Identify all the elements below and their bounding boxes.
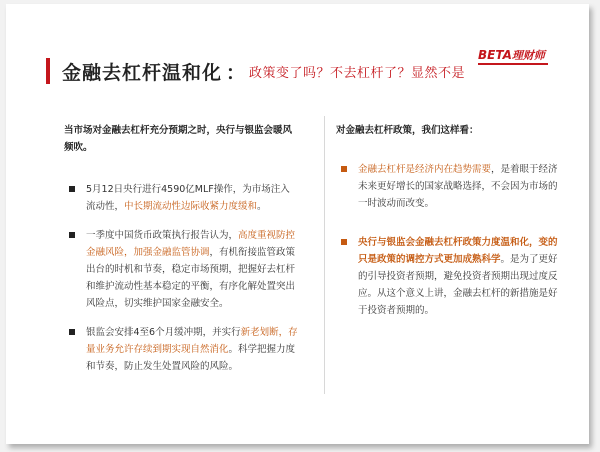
left-column xyxy=(64,122,299,375)
left-item-3-text-end: 。科学把握力度和节奏，防止发生处置风险的风险。 xyxy=(86,344,296,372)
left-item-1-highlight: 中长期流动性边际收紧力度缓和 xyxy=(124,201,258,212)
right-item-1 xyxy=(336,161,558,212)
right-item-2-highlight: 央行与银监会金融去杠杆政策力度温和化，变的只是政策的调控方式更加成熟科学 xyxy=(358,237,558,265)
left-item-2-highlight: 高度重视防控金融风险，加强金融监管协调 xyxy=(86,230,296,258)
slide xyxy=(6,4,589,444)
page-title: 金融去杠杆温和化 xyxy=(62,61,223,84)
square-bullet-icon xyxy=(69,329,75,335)
logo-beta: BETA xyxy=(478,48,512,62)
square-bullet-icon xyxy=(69,186,75,192)
square-bullet-icon xyxy=(69,232,75,238)
column-divider xyxy=(324,116,325,394)
logo-underline xyxy=(478,63,548,65)
title-row xyxy=(46,56,465,86)
left-item-1-text: 5月12日央行进行4590亿MLF操作，为市场注入流动性， xyxy=(86,184,290,212)
right-item-1-highlight: 金融去杠杆是经济内在趋势需要 xyxy=(358,164,492,175)
beta-logo xyxy=(478,47,545,63)
left-item-2-text-end: ，有机衔接监管政策出台的时机和节奏，稳定市场预期，把握好去杠杆和维护流动性基本稳定的平衡，有序化解处置突出风险点，切实维护国家金融安全。 xyxy=(86,247,296,309)
title-accent-bar xyxy=(46,58,50,84)
right-intro: 对金融去杠杆政策，我们这样看： xyxy=(336,125,479,136)
left-item-1-text-end: 。 xyxy=(257,201,267,212)
left-item-3 xyxy=(64,324,299,375)
right-item-2-text: 。是为了更好的引导投资者预期，避免投资者预期出现过度反应。从这个意义上讲，金融去杠杆的新措施是好于投资者预期的。 xyxy=(358,254,558,316)
square-bullet-icon xyxy=(341,166,347,172)
right-item-2 xyxy=(336,234,558,319)
title-separator: ： xyxy=(226,61,246,84)
logo-cn: 理财师 xyxy=(511,49,545,62)
left-item-3-highlight: 新老划断，存量业务允许存续到期实现自然消化 xyxy=(86,327,298,355)
left-item-2 xyxy=(64,227,299,312)
square-bullet-icon xyxy=(341,239,347,245)
left-item-2-text: 一季度中国货币政策执行报告认为， xyxy=(86,230,239,241)
left-intro: 当市场对金融去杠杆充分预期之时，央行与银监会暖风频吹。 xyxy=(64,125,293,153)
right-column xyxy=(336,122,558,319)
left-item-3-text: 银监会安排4至6个月缓冲期，并实行 xyxy=(86,327,241,338)
right-item-1-text: ，是着眼于经济未来更好增长的国家战略选择，不会因为市场的一时波动而改变。 xyxy=(358,164,558,209)
left-item-1 xyxy=(64,181,299,215)
page-subtitle: 政策变了吗？不去杠杆了？显然不是 xyxy=(249,65,466,81)
